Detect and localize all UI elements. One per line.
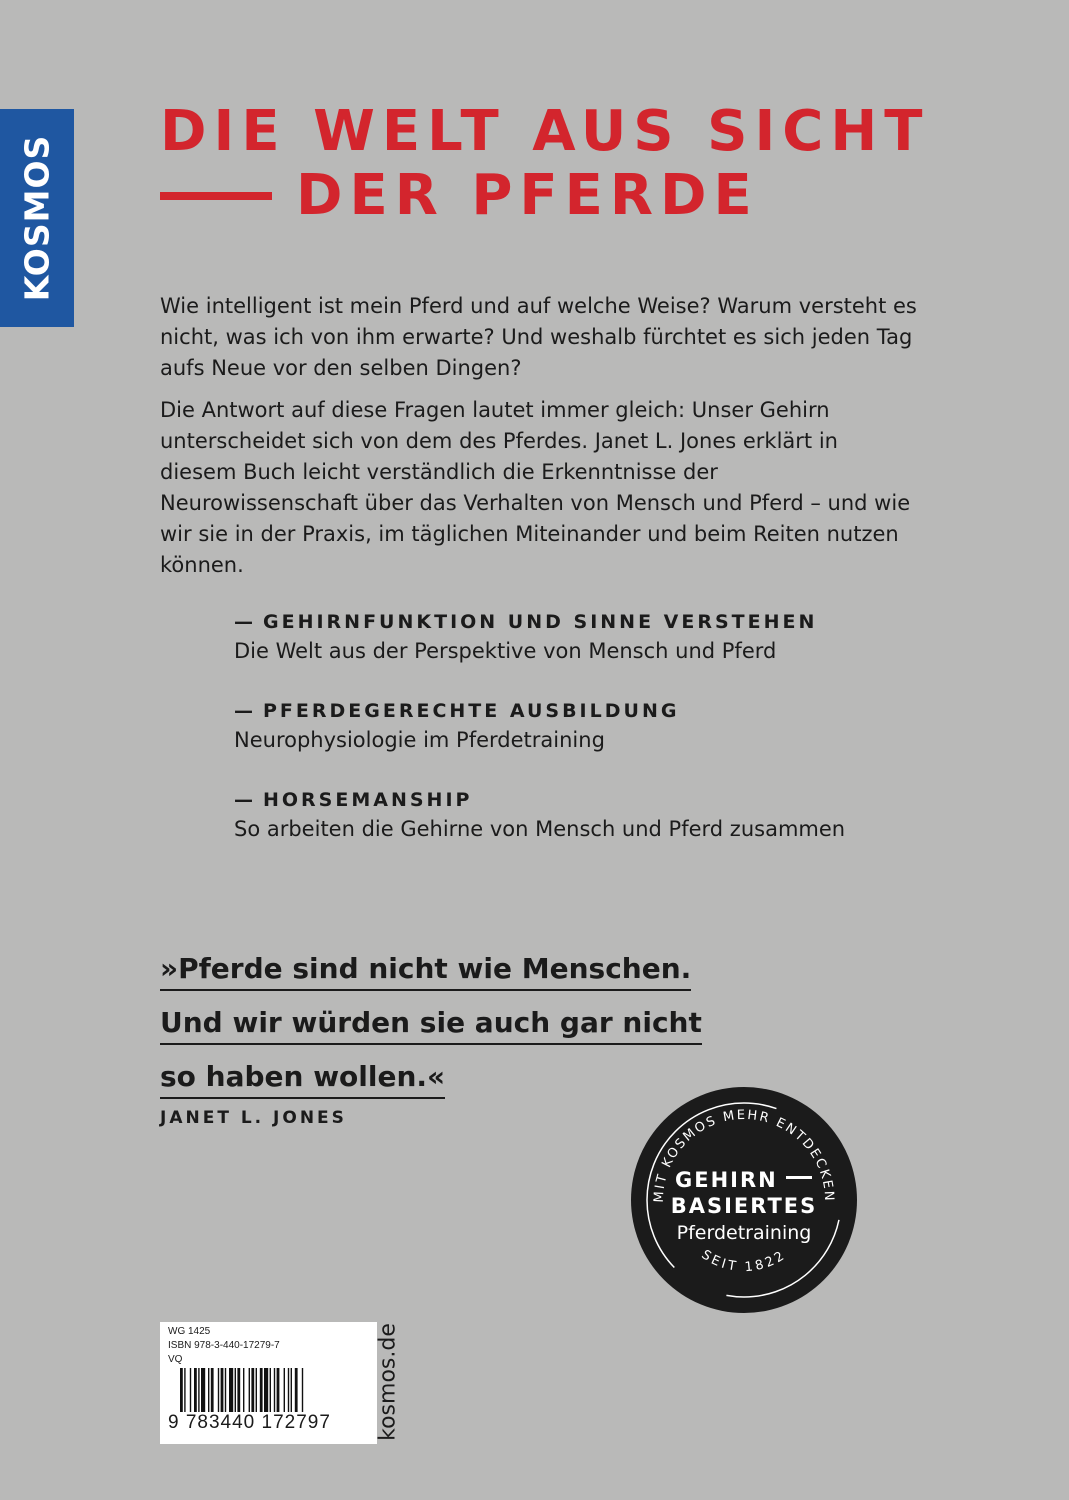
headline bbox=[160, 100, 929, 228]
barcode-bar bbox=[198, 1368, 199, 1416]
barcode-bar bbox=[284, 1368, 285, 1416]
barcode-bar bbox=[302, 1368, 303, 1416]
barcode-bar bbox=[249, 1368, 250, 1416]
feature-item bbox=[234, 786, 934, 844]
feature-dash: — bbox=[234, 789, 253, 811]
barcode-bar bbox=[243, 1368, 244, 1416]
seal-arc-top: MIT KOSMOS MEHR ENTDECKEN bbox=[651, 1107, 837, 1203]
seal-line-1: GEHIRN bbox=[675, 1168, 778, 1192]
barcode-bar bbox=[184, 1368, 185, 1416]
feature-title: GEHIRNFUNKTION UND SINNE VERSTEHEN bbox=[263, 611, 818, 633]
feature-dash: — bbox=[234, 700, 253, 722]
feature-description: Die Welt aus der Perspektive von Mensch und Pferd bbox=[234, 639, 777, 663]
barcode-bar bbox=[288, 1368, 289, 1416]
feature-item bbox=[234, 608, 934, 666]
barcode-bar bbox=[291, 1368, 292, 1416]
barcode-bar bbox=[218, 1368, 219, 1416]
quote-author: JANET L. JONES bbox=[160, 1108, 347, 1128]
seal-dash bbox=[786, 1176, 812, 1179]
barcode-bar bbox=[229, 1368, 233, 1416]
quote-line-3: so haben wollen.« bbox=[160, 1057, 445, 1099]
barcode-bar bbox=[194, 1368, 197, 1416]
barcode-bar bbox=[256, 1368, 257, 1416]
barcode-bar bbox=[251, 1368, 254, 1416]
barcode-bar bbox=[274, 1368, 275, 1416]
wg-code: WG 1425 bbox=[168, 1326, 211, 1337]
series-seal bbox=[631, 1087, 857, 1313]
barcode-digits: 9 783440 172797 bbox=[168, 1412, 331, 1433]
barcode-bar bbox=[235, 1368, 236, 1416]
barcode-bar bbox=[264, 1368, 268, 1416]
headline-line-1: DIE WELT AUS SICHT bbox=[160, 99, 930, 164]
barcode-box bbox=[160, 1322, 377, 1444]
feature-title: HORSEMANSHIP bbox=[263, 789, 473, 811]
quote-line-1: »Pferde sind nicht wie Menschen. bbox=[160, 949, 691, 991]
feature-list bbox=[234, 608, 934, 875]
barcode-bar bbox=[208, 1368, 209, 1416]
barcode-bar bbox=[270, 1368, 271, 1416]
headline-line-2: DER PFERDE bbox=[296, 163, 759, 228]
seal-line-3: Pferdetraining bbox=[676, 1222, 812, 1244]
seal-line-2: BASIERTES bbox=[670, 1194, 818, 1218]
seal-arc-bottom: SEIT 1822 bbox=[698, 1247, 790, 1276]
intro-text bbox=[160, 291, 920, 592]
barcode-bar bbox=[211, 1368, 214, 1416]
headline-dash bbox=[160, 192, 272, 200]
barcode-bar bbox=[180, 1368, 183, 1416]
barcode-bar bbox=[221, 1368, 224, 1416]
intro-paragraph-2: Die Antwort auf diese Fragen lautet immer gleich: Unser Gehirn unterscheidet sich von dem des Pferdes. Janet L. Jones erklärt in diesem Buch leicht verständlich die Erkenntnisse der Neurowissenschaft über das Verhalten von Mensch und Pferd – und wie wir sie in der Praxis, im täglichen Miteinander und beim Reiten nutzen können. bbox=[160, 398, 911, 577]
feature-description: Neurophysiologie im Pferdetraining bbox=[234, 728, 605, 752]
quote-line-2: Und wir würden sie auch gar nicht bbox=[160, 1003, 702, 1045]
barcode-bar bbox=[225, 1368, 226, 1416]
feature-dash: — bbox=[234, 611, 253, 633]
barcode-bar bbox=[237, 1368, 240, 1416]
vq-code: VQ bbox=[168, 1354, 183, 1365]
isbn-code: ISBN 978-3-440-17279-7 bbox=[168, 1340, 280, 1351]
barcode bbox=[166, 1368, 371, 1416]
barcode-bar bbox=[295, 1368, 298, 1416]
website-link[interactable]: kosmos.de bbox=[375, 1323, 401, 1441]
intro-paragraph-1: Wie intelligent ist mein Pferd und auf welche Weise? Warum versteht es nicht, was ich von ihm erwarte? Und weshalb fürchtet es sich jeden Tag aufs Neue vor den selben Dingen? bbox=[160, 294, 917, 380]
barcode-bar bbox=[201, 1368, 205, 1416]
barcode-bar bbox=[277, 1368, 280, 1416]
feature-item bbox=[234, 697, 934, 755]
feature-title: PFERDEGERECHTE AUSBILDUNG bbox=[263, 700, 680, 722]
kosmos-logo bbox=[0, 109, 74, 327]
barcode-bar bbox=[260, 1368, 263, 1416]
barcode-bar bbox=[190, 1368, 191, 1416]
logo-text: KOSMOS bbox=[17, 134, 57, 302]
pull-quote bbox=[160, 945, 760, 1107]
feature-description: So arbeiten die Gehirne von Mensch und Pferd zusammen bbox=[234, 817, 846, 841]
